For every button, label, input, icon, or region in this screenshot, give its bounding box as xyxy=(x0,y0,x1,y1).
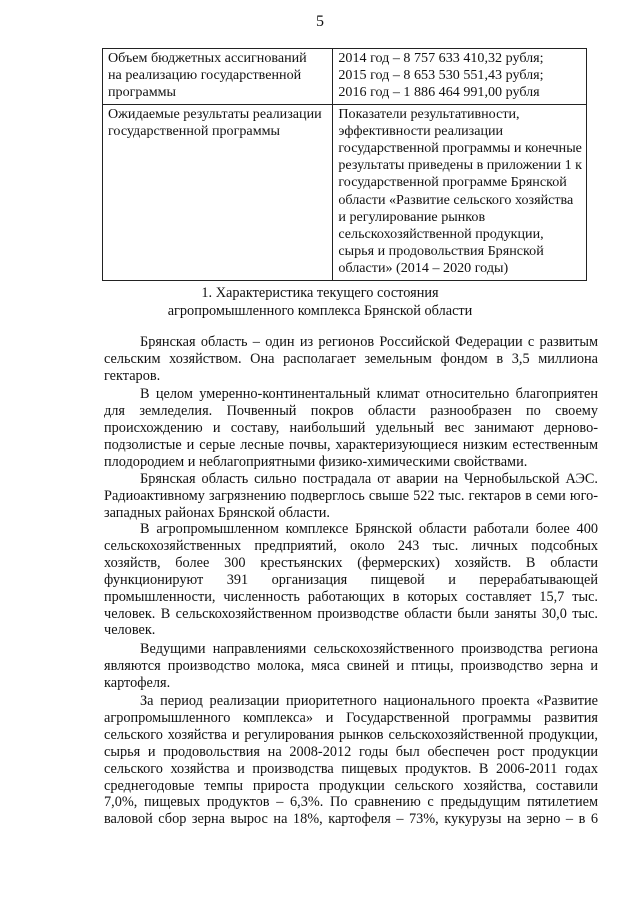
program-info-table xyxy=(102,48,587,281)
cell-line: государственной программы и конечные xyxy=(338,140,582,157)
paragraph-agro-complex xyxy=(104,521,598,639)
cell-line: области» (2014 – 2020 годы) xyxy=(338,260,509,277)
cell-line: государственной программы xyxy=(108,122,280,139)
text-line: промышленности, численность работающих в которых составляет 15,7 тыс. xyxy=(104,588,598,605)
table-row xyxy=(103,49,587,105)
text-line: сельского хозяйства и производства пищевых продуктов. В 2006-2011 годах xyxy=(104,760,598,777)
text-line: для земледелия. Почвенный покров области разнообразен по своему xyxy=(104,402,598,419)
paragraph-main-directions xyxy=(104,641,598,692)
text-line: плодородием и неблагоприятными физико-химическими свойствами. xyxy=(104,453,528,470)
text-line: человек. xyxy=(104,622,156,639)
text-line: западных районах Брянской области. xyxy=(104,504,330,521)
cell-line: области «Развитие сельского хозяйства xyxy=(338,191,574,208)
text-line: происхождению и составу, наибольший удельный вес занимают дерново- xyxy=(104,419,598,436)
paragraph-chernobyl xyxy=(104,471,598,522)
cell-line: государственной программе Брянской xyxy=(338,174,567,191)
text-line: За период реализации приоритетного национального проекта «Развитие xyxy=(140,693,598,709)
text-line: Радиоактивному загрязнению подверглось свыше 522 тыс. гектаров в семи юго- xyxy=(104,487,598,504)
text-line: человек. В сельскохозяйственном производстве области были заняты 30,0 тыс. xyxy=(104,605,598,622)
text-line: Ведущими направлениями сельскохозяйственного производства региона xyxy=(140,641,598,657)
cell-line: 2016 год – 1 886 464 991,00 рубля xyxy=(338,84,540,101)
table-cell-results-value xyxy=(333,104,587,280)
section-heading xyxy=(0,285,640,320)
text-line: среднегодовые темпы прироста продукции сельского хозяйства, составили xyxy=(104,777,598,794)
cell-line: Ожидаемые результаты реализации xyxy=(108,105,322,122)
text-line: сельского хозяйства и регулирования рынков сельскохозяйственной продукции, xyxy=(104,726,598,743)
cell-line: 2015 год – 8 653 530 551,43 рубля; xyxy=(338,67,544,84)
text-line: валовой сбор зерна вырос на 18%, картофеля – 73%, кукурузы на зерно – в 6 xyxy=(104,811,598,828)
cell-line: Объем бюджетных ассигнований xyxy=(108,50,307,66)
text-line: функционируют 391 организация пищевой и перерабатывающей xyxy=(104,571,598,588)
text-line: подзолистые и серые лесные почвы, характеризующиеся низким естественным xyxy=(104,436,598,453)
cell-line: Показатели результативности, xyxy=(338,105,520,122)
table-cell-budget-value xyxy=(333,49,587,105)
cell-line: результаты приведены в приложении 1 к xyxy=(338,157,582,174)
cell-line: 2014 год – 8 757 633 410,32 рубля; xyxy=(338,50,544,66)
cell-line: эффективности реализации xyxy=(338,122,504,139)
text-line: 7,0%, пищевых продуктов – 6,3%. По сравнению с предыдущим пятилетием xyxy=(104,794,598,811)
table-row xyxy=(103,104,587,280)
text-line: сельским хозяйством. Она располагает земельным фондом в 3,5 миллиона xyxy=(104,350,598,367)
cell-line: на реализацию государственной xyxy=(108,67,302,84)
text-line: гектаров. xyxy=(104,367,161,384)
paragraph-land xyxy=(104,334,598,385)
heading-line: 1. Характеристика текущего состояния xyxy=(201,285,439,301)
text-line: картофеля. xyxy=(104,674,171,691)
text-line: Брянская область – один из регионов Российской Федерации с развитым xyxy=(140,334,598,350)
paragraph-climate xyxy=(104,386,598,471)
text-line: Брянская область сильно пострадала от аварии на Чернобыльской АЭС. xyxy=(140,471,598,487)
text-line: являются производство молока, мяса свиней и птицы, производство зерна и xyxy=(104,657,598,674)
table-cell-budget-label xyxy=(103,49,333,105)
cell-line: программы xyxy=(108,84,177,101)
cell-line: сельскохозяйственной продукции, xyxy=(338,226,544,243)
page-number: 5 xyxy=(316,13,324,30)
text-line: сельскохозяйственных предприятий, около 243 тыс. личных подсобных xyxy=(104,537,598,554)
cell-line: и регулирование рынков xyxy=(338,208,486,225)
text-line: В агропромышленном комплексе Брянской области работали более 400 xyxy=(140,521,598,537)
text-line: хозяйств, более 300 крестьянских (фермерских) хозяйств. В области xyxy=(104,554,598,571)
heading-line: агропромышленного комплекса Брянской области xyxy=(167,302,473,319)
cell-line: сырья и продовольствия Брянской xyxy=(338,243,544,260)
paragraph-program-results xyxy=(104,693,598,828)
text-line: сырья и продовольствия на 2008-2012 годы был обеспечен рост продукции xyxy=(104,743,598,760)
table-cell-results-label xyxy=(103,104,333,280)
text-line: В целом умеренно-континентальный климат относительно благоприятен xyxy=(140,386,598,402)
text-line: агропромышленного комплекса» и Государственной программы развития xyxy=(104,709,598,726)
